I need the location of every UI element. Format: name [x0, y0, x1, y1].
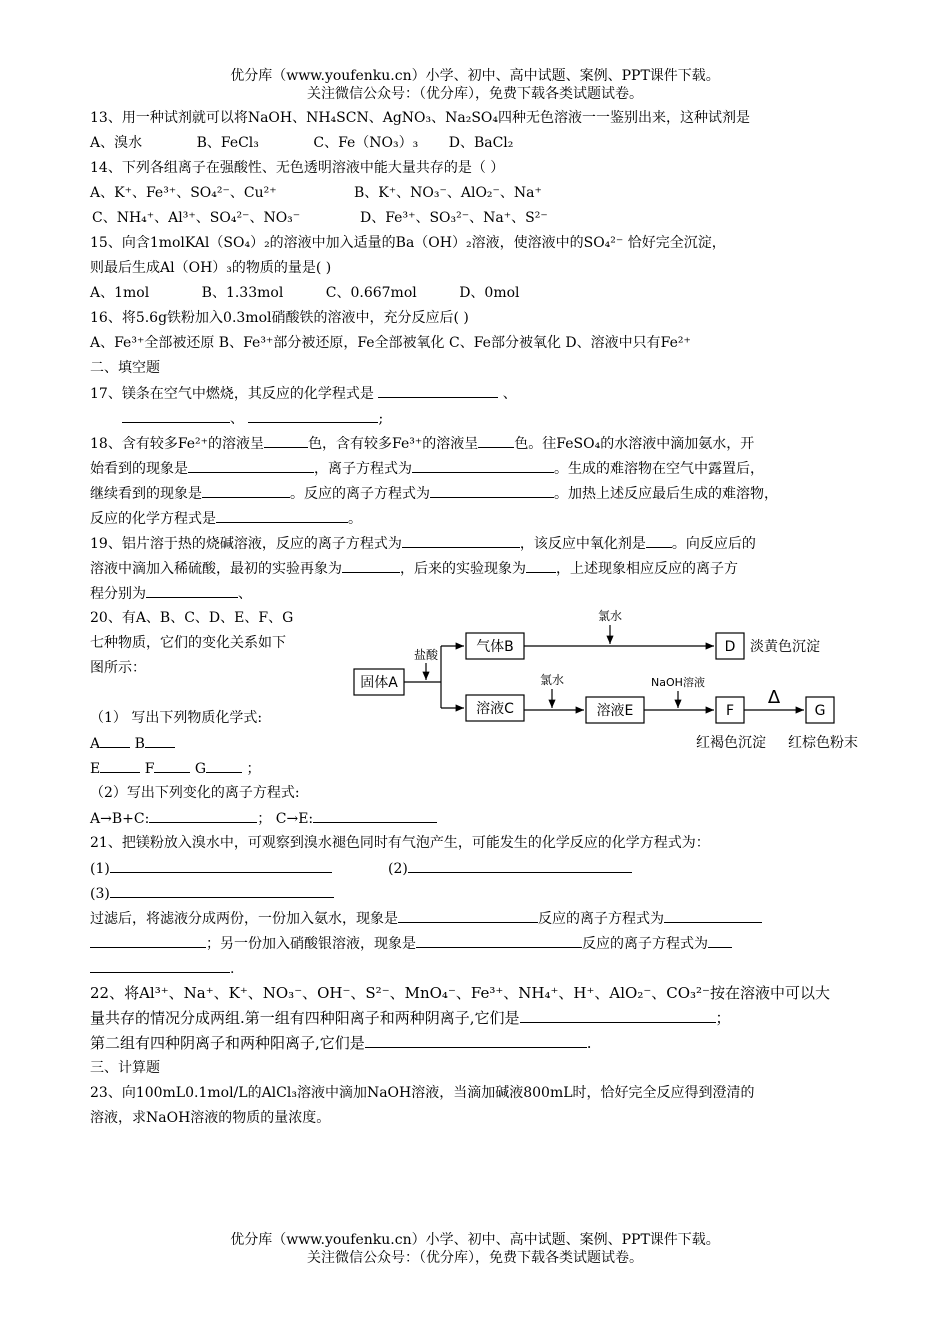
q17-line1 [90, 383, 517, 404]
q20-blank-reaction-1[interactable] [149, 808, 257, 823]
q20-line3: 图所示： [90, 660, 146, 676]
q18-blank-2[interactable] [478, 433, 514, 448]
q18-text-2c: 。生成的难溶物在空气中露置后， [554, 461, 764, 477]
label-chlorine-water-top: 氯水 [597, 609, 623, 623]
q18-text-1a: 18、含有较多Fe²⁺的溶液呈 [90, 436, 265, 452]
label-naoh: NaOH溶液 [651, 676, 705, 689]
q21-blank-2[interactable] [408, 858, 632, 873]
q18-line1 [90, 433, 754, 454]
q15-options [90, 283, 520, 303]
section-calculation-title: 三、计算题 [90, 1060, 160, 1076]
q19-blank-5[interactable] [146, 583, 238, 598]
q20-ab-line [90, 733, 175, 754]
reaction-flow-diagram [348, 603, 878, 753]
q22-text-2a: 量共存的情况分成两组.第一组有四种阳离子和两种阴离子,它们是 [90, 1009, 520, 1027]
q21-num-2: (2) [388, 861, 408, 877]
q21-blank-5[interactable] [664, 908, 762, 923]
q17-stem: 17、镁条在空气中燃烧，其反应的化学程式是 [90, 386, 374, 402]
q21-blank-8[interactable] [708, 933, 732, 948]
q15-stem-line2: 则最后生成Al（OH）₃的物质的量是( ) [90, 260, 332, 276]
q21-eq2 [388, 858, 632, 879]
q19-line3 [90, 583, 252, 604]
q18-text-4b: 。 [348, 511, 362, 527]
q17-blank-1[interactable] [378, 383, 498, 398]
q18-text-2b: ，离子方程式为 [314, 461, 412, 477]
label-gas-b: 气体B [476, 639, 514, 655]
label-hcl: 盐酸 [413, 648, 439, 662]
q15-option-b: B、1.33mol [201, 285, 284, 301]
q21-line4 [90, 908, 762, 929]
page-header-line1: 优分库（www.youfenku.cn）小学、初中、高中试题、案例、PPT课件下载。 [230, 68, 720, 84]
q19-blank-4[interactable] [526, 558, 556, 573]
label-f-note: 红褐色沉淀 [696, 735, 766, 751]
q14-option-b: B、K⁺、NO₃⁻、AlO₂⁻、Na⁺ [354, 185, 542, 201]
q20-semicolon: ； [246, 761, 261, 777]
q20-reaction-2-label: ； C→E: [257, 811, 314, 827]
q18-text-1c: 色。往FeSO₄的水溶液中滴加氨水，开 [514, 436, 755, 452]
q22-text-3a: 第二组有四种阴离子和两种阳离子,它们是 [90, 1034, 365, 1052]
q20-blank-e[interactable] [100, 758, 140, 773]
q18-text-4a: 反应的化学方程式是 [90, 511, 216, 527]
q15-option-c: C、0.667mol [325, 285, 417, 301]
q20-blank-a[interactable] [100, 733, 130, 748]
q22-line3 [90, 1033, 592, 1053]
q18-text-2a: 始看到的现象是 [90, 461, 188, 477]
q14-option-a: A、K⁺、Fe³⁺、SO₄²⁻、Cu²⁺ [90, 185, 277, 201]
q21-blank-1[interactable] [110, 858, 332, 873]
q18-line2 [90, 458, 764, 479]
q20-label-a: A [90, 736, 101, 752]
q21-eq3 [90, 883, 334, 904]
q22-text-2b: ； [715, 1009, 731, 1027]
q17-separator: 、 [502, 386, 517, 402]
q17-end: ; [378, 411, 384, 427]
q22-line2 [90, 1008, 731, 1028]
q18-blank-6[interactable] [430, 483, 554, 498]
q19-text-1c: 。向反应后的 [671, 536, 756, 552]
q20-blank-b[interactable] [145, 733, 175, 748]
q18-blank-1[interactable] [264, 433, 308, 448]
page-footer-line1: 优分库（www.youfenku.cn）小学、初中、高中试题、案例、PPT课件下载。 [230, 1232, 720, 1248]
q20-line1: 20、有A、B、C、D、E、F、G [90, 610, 294, 626]
q19-text-3b: 、 [238, 586, 252, 602]
q22-blank-1[interactable] [520, 1008, 716, 1023]
q21-blank-6[interactable] [90, 933, 206, 948]
q20-label-f: F [144, 761, 155, 777]
label-chlorine-water-mid: 氯水 [539, 673, 565, 687]
q20-part1: （1） 写出下列物质化学式: [90, 710, 263, 726]
q19-text-1b: ，该反应中氧化剂是 [519, 536, 646, 552]
q23-line1: 23、向100mL0.1mol/L的AlCl₃溶液中滴加NaOH溶液，当滴加碱液800mL时，恰好完全反应得到澄清的 [90, 1085, 755, 1101]
q22-text-3b: . [586, 1034, 592, 1052]
page-header-line2: 关注微信公众号：（优分库），免费下载各类试题试卷。 [307, 86, 643, 102]
q16-options: A、Fe³⁺全部被还原 B、Fe³⁺部分被还原，Fe全部被氧化 C、Fe部分被氧化 D、溶液中只有Fe²⁺ [90, 335, 691, 351]
q22-line1: 22、将Al³⁺、Na⁺、K⁺、NO₃⁻、OH⁻、S²⁻、MnO₄⁻、Fe³⁺、NH₄⁺、H⁺、AlO₂⁻、CO₃²⁻按在溶液中可以大 [90, 984, 830, 1002]
q21-blank-7[interactable] [416, 933, 582, 948]
q23-line2: 溶液，求NaOH溶液的物质的量浓度。 [90, 1110, 331, 1126]
q20-label-e: E [90, 761, 101, 777]
q21-text-5a: ；另一份加入硝酸银溶液，现象是 [206, 936, 416, 952]
q17-blank-2[interactable] [122, 408, 230, 423]
q13-option-b: B、FeCl₃ [196, 135, 259, 151]
q19-line1 [90, 533, 756, 554]
q20-efg-line [90, 758, 261, 779]
q20-blank-reaction-2[interactable] [313, 808, 437, 823]
q22-blank-2[interactable] [365, 1033, 587, 1048]
q21-text-4b: 反应的离子方程式为 [538, 911, 664, 927]
q14-option-d: D、Fe³⁺、SO₃²⁻、Na⁺、S²⁻ [360, 210, 548, 226]
q20-reactions-line [90, 808, 437, 829]
q20-blank-g[interactable] [206, 758, 242, 773]
q20-label-g: G [194, 761, 207, 777]
q14-stem: 14、下列各组离子在强酸性、无色透明溶液中能大量共存的是（ ） [90, 160, 505, 176]
label-solid-a: 固体A [360, 675, 398, 691]
label-f: F [725, 703, 735, 719]
q21-eq1 [90, 858, 332, 879]
q20-blank-f[interactable] [154, 758, 190, 773]
q21-text-4a: 过滤后，将滤液分成两份，一份加入氨水，现象是 [90, 911, 398, 927]
label-solution-e: 溶液E [596, 703, 634, 719]
q19-text-2a: 溶液中滴加入稀硫酸，最初的实验再象为 [90, 561, 342, 577]
q18-blank-5[interactable] [202, 483, 290, 498]
label-g: G [814, 703, 826, 719]
q18-text-1b: 色，含有较多Fe³⁺的溶液呈 [308, 436, 479, 452]
section-fill-in-title: 二、填空题 [90, 360, 160, 376]
q21-num-1: (1) [90, 861, 110, 877]
label-d-note: 淡黄色沉淀 [750, 639, 820, 655]
q19-blank-2[interactable] [646, 533, 672, 548]
q21-num-3: (3) [90, 886, 110, 902]
q15-option-a: A、1mol [90, 285, 150, 301]
q13-option-a: A、溴水 [90, 135, 143, 151]
q13-option-d: D、BaCl₂ [448, 135, 514, 151]
q18-line4 [90, 508, 362, 529]
q19-text-2c: ，上述现象相应反应的离子方 [556, 561, 738, 577]
q21-blank-4[interactable] [398, 908, 538, 923]
q18-line3 [90, 483, 778, 504]
q18-text-3a: 继续看到的现象是 [90, 486, 202, 502]
q21-stem: 21、把镁粉放入溴水中，可观察到溴水褪色同时有气泡产生，可能发生的化学反应的化学方程式为： [90, 835, 710, 851]
q18-blank-3[interactable] [188, 458, 314, 473]
q19-text-1a: 19、铝片溶于热的烧碱溶液，反应的离子方程式为 [90, 536, 402, 552]
q13-stem: 13、用一种试剂就可以将NaOH、NH₄SCN、AgNO₃、Na₂SO₄四种无色溶液一一鉴别出来，这种试剂是 [90, 110, 751, 126]
label-g-note: 红棕色粉末 [788, 735, 858, 751]
q19-text-3a: 程分别为 [90, 586, 146, 602]
label-solution-c: 溶液C [476, 701, 514, 717]
q21-line6 [90, 958, 234, 979]
q16-stem: 16、将5.6g铁粉加入0.3mol硝酸铁的溶液中，充分反应后( ) [90, 310, 469, 326]
q17-separator-2: 、 [230, 411, 244, 427]
label-d: D [724, 639, 736, 655]
q21-line5 [90, 933, 732, 954]
q18-text-3c: 。加热上述反应最后生成的难溶物， [554, 486, 778, 502]
q14-option-c: C、NH₄⁺、Al³⁺、SO₄²⁻、NO₃⁻ [92, 210, 301, 226]
q20-label-b: B [134, 736, 145, 752]
q18-blank-7[interactable] [216, 508, 348, 523]
q13-option-c: C、Fe（NO₃）₃ [313, 135, 419, 151]
q21-blank-9[interactable] [90, 958, 230, 973]
q21-end: . [230, 961, 235, 977]
q19-text-2b: ，后来的实验现象为 [400, 561, 526, 577]
q17-line2 [122, 408, 383, 429]
q19-blank-1[interactable] [402, 533, 520, 548]
q20-part2: （2）写出下列变化的离子方程式: [90, 785, 300, 801]
q17-blank-3[interactable] [248, 408, 378, 423]
q18-blank-4[interactable] [412, 458, 554, 473]
q20-reaction-1-label: A→B+C: [90, 811, 150, 827]
q15-option-d: D、0mol [459, 285, 520, 301]
q20-line2: 七种物质，它们的变化关系如下 [90, 635, 286, 651]
label-delta: Δ [767, 687, 781, 708]
q21-blank-3[interactable] [110, 883, 334, 898]
q19-blank-3[interactable] [342, 558, 400, 573]
page-footer-line2: 关注微信公众号：（优分库），免费下载各类试题试卷。 [307, 1250, 643, 1266]
q18-text-3b: 。反应的离子方程式为 [290, 486, 430, 502]
q21-text-5b: 反应的离子方程式为 [582, 936, 708, 952]
q15-stem-line1: 15、向含1molKAl（SO₄）₂的溶液中加入适量的Ba（OH）₂溶液，使溶液中的SO₄²⁻ 恰好完全沉淀， [90, 235, 726, 251]
q19-line2 [90, 558, 738, 579]
q13-options [90, 133, 513, 153]
